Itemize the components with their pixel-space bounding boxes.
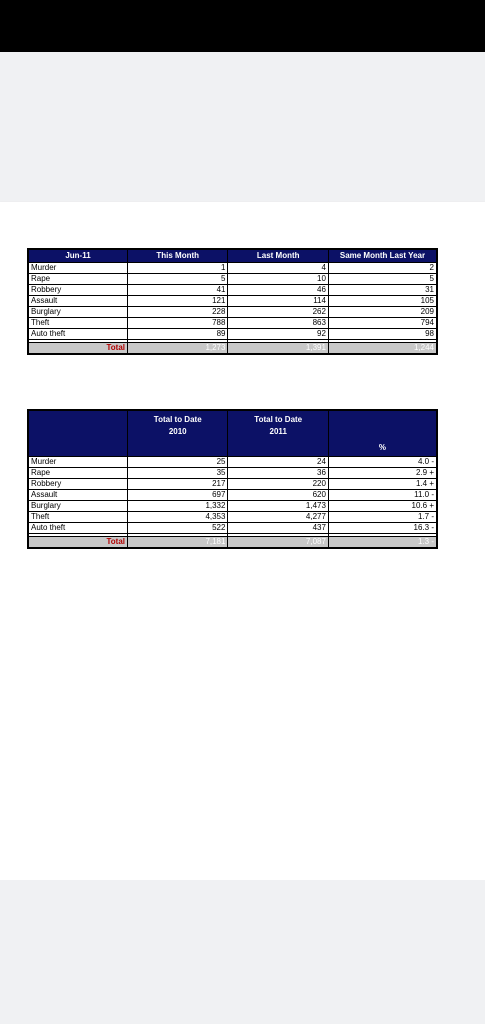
- table-row: [28, 512, 437, 523]
- cell-value: 24: [228, 457, 328, 468]
- table-row: [28, 263, 437, 274]
- row-label: Rape: [28, 468, 127, 479]
- cell-value: 863: [228, 318, 328, 329]
- table-row: [28, 285, 437, 296]
- row-label: Murder: [28, 263, 127, 274]
- cell-value: 1,473: [228, 501, 328, 512]
- cell-value: 16.3 -: [328, 523, 437, 534]
- table-row: [28, 501, 437, 512]
- table-row: [28, 329, 437, 340]
- cell-value: 262: [228, 307, 328, 318]
- total-row: [28, 537, 437, 549]
- header-last-month: Last Month: [228, 249, 328, 263]
- row-label: Burglary: [28, 307, 127, 318]
- cell-value: 4,353: [127, 512, 227, 523]
- table-row: [28, 490, 437, 501]
- table-row: [28, 274, 437, 285]
- cell-value: 1.4 +: [328, 479, 437, 490]
- total-value: 1,244: [328, 343, 437, 355]
- cell-value: 4.0 -: [328, 457, 437, 468]
- table-row: [28, 479, 437, 490]
- cell-value: 217: [127, 479, 227, 490]
- viewer-background-bottom: [0, 880, 485, 1024]
- cell-value: 35: [127, 468, 227, 479]
- cell-value: 2.9 +: [328, 468, 437, 479]
- top-black-bar: [0, 0, 485, 52]
- cell-value: 46: [228, 285, 328, 296]
- header-period: Jun-11: [28, 249, 127, 263]
- total-value: 1,391: [228, 343, 328, 355]
- table-row: [28, 468, 437, 479]
- cell-value: 4: [228, 263, 328, 274]
- cell-value: 5: [328, 274, 437, 285]
- cell-value: 98: [328, 329, 437, 340]
- header-percent-change: %: [328, 410, 437, 457]
- total-row: [28, 343, 437, 355]
- cell-value: 92: [228, 329, 328, 340]
- row-label: Burglary: [28, 501, 127, 512]
- cell-value: 2: [328, 263, 437, 274]
- header-total-to-date-2011: Total to Date 2011: [228, 410, 328, 457]
- total-label: Total: [28, 537, 127, 549]
- header-total-to-date-2010: Total to Date 2010: [127, 410, 227, 457]
- row-label: Rape: [28, 274, 127, 285]
- cell-value: 228: [127, 307, 227, 318]
- row-label: Murder: [28, 457, 127, 468]
- row-label: Theft: [28, 318, 127, 329]
- total-value: 7,087: [228, 537, 328, 549]
- cell-value: 11.0 -: [328, 490, 437, 501]
- cell-value: 10.6 +: [328, 501, 437, 512]
- cell-value: 4,277: [228, 512, 328, 523]
- cell-value: 1: [127, 263, 227, 274]
- row-label: Assault: [28, 296, 127, 307]
- table-header-row: [28, 249, 437, 263]
- row-label: Robbery: [28, 285, 127, 296]
- cell-value: 10: [228, 274, 328, 285]
- header-same-month-last-year: Same Month Last Year: [328, 249, 437, 263]
- header-blank: [28, 410, 127, 457]
- total-value: 1.3 -: [328, 537, 437, 549]
- table-row: [28, 457, 437, 468]
- cell-value: 620: [228, 490, 328, 501]
- total-label: Total: [28, 343, 127, 355]
- cell-value: 89: [127, 329, 227, 340]
- cell-value: 25: [127, 457, 227, 468]
- viewer-background-top: [0, 52, 485, 202]
- row-label: Theft: [28, 512, 127, 523]
- header-this-month: This Month: [127, 249, 227, 263]
- year-to-date-crime-table: [27, 409, 438, 549]
- cell-value: 1.7 -: [328, 512, 437, 523]
- cell-value: 114: [228, 296, 328, 307]
- cell-value: 36: [228, 468, 328, 479]
- cell-value: 5: [127, 274, 227, 285]
- cell-value: 220: [228, 479, 328, 490]
- cell-value: 105: [328, 296, 437, 307]
- row-label: Robbery: [28, 479, 127, 490]
- cell-value: 788: [127, 318, 227, 329]
- cell-value: 121: [127, 296, 227, 307]
- cell-value: 437: [228, 523, 328, 534]
- row-label: Auto theft: [28, 329, 127, 340]
- cell-value: 794: [328, 318, 437, 329]
- row-label: Assault: [28, 490, 127, 501]
- row-label: Auto theft: [28, 523, 127, 534]
- cell-value: 697: [127, 490, 227, 501]
- table-row: [28, 296, 437, 307]
- table-row: [28, 318, 437, 329]
- cell-value: 31: [328, 285, 437, 296]
- cell-value: 209: [328, 307, 437, 318]
- cell-value: 1,332: [127, 501, 227, 512]
- total-value: 1,273: [127, 343, 227, 355]
- total-value: 7,181: [127, 537, 227, 549]
- cell-value: 41: [127, 285, 227, 296]
- table-header-row: [28, 410, 437, 457]
- monthly-crime-table: [27, 248, 438, 355]
- table-row: [28, 523, 437, 534]
- table-row: [28, 307, 437, 318]
- cell-value: 522: [127, 523, 227, 534]
